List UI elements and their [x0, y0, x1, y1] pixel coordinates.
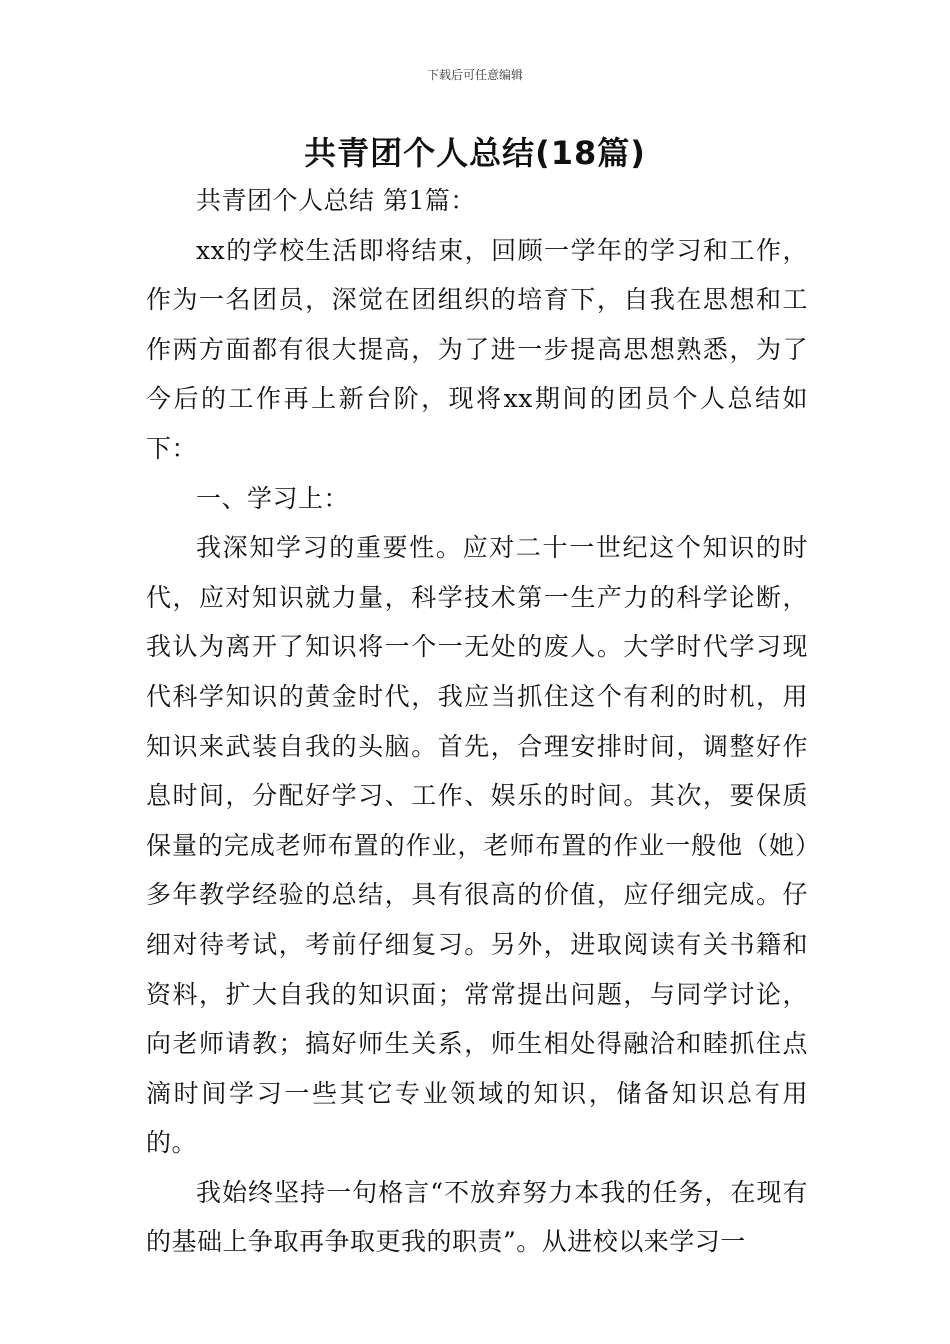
- document-body: [146, 176, 808, 1267]
- section-heading-study: 一、学习上：: [196, 483, 350, 513]
- paragraph-study: 我深知学习的重要性。应对二十一世纪这个知识的时代，应对知识就力量，科学技术第一生产力的科学论断，我认为离开了知识将一个一无处的废人。大学时代学习现代科学知识的黄金时代，我应当抓住这个有利的时机，用知识来武装自我的头脑。首先，合理安排时间，调整好作息时间，分配好学习、工作、娱乐的时间。其次，要保质保量的完成老师布置的作业，老师布置的作业一般他（她）多年教学经验的总结，具有很高的价值，应仔细完成。仔细对待考试，考前仔细复习。另外，进取阅读有关书籍和资料，扩大自我的知识面；常常提出问题，与同学讨论，向老师请教；搞好师生关系，师生相处得融洽和睦抓住点滴时间学习一些其它专业领域的知识，储备知识总有用的。: [146, 533, 808, 1158]
- document-title: 共青团个人总结(18篇): [304, 134, 646, 172]
- header-note: 下载后可任意编辑: [426, 68, 523, 82]
- paragraph-intro: xx的学校生活即将结束，回顾一学年的学习和工作，作为一名团员，深觉在团组织的培育下，自我在思想和工作两方面都有很大提高，为了进一步提高思想熟悉，为了今后的工作再上新台阶，现将xx期间的团员个人总结如下：: [146, 235, 808, 463]
- paragraph-motto: 我始终坚持一句格言“不放弃努力本我的任务，在现有的基础上争取再争取更我的职责”。从进校以来学习一: [146, 1177, 808, 1257]
- section-heading-part1: 共青团个人总结 第1篇：: [196, 186, 476, 215]
